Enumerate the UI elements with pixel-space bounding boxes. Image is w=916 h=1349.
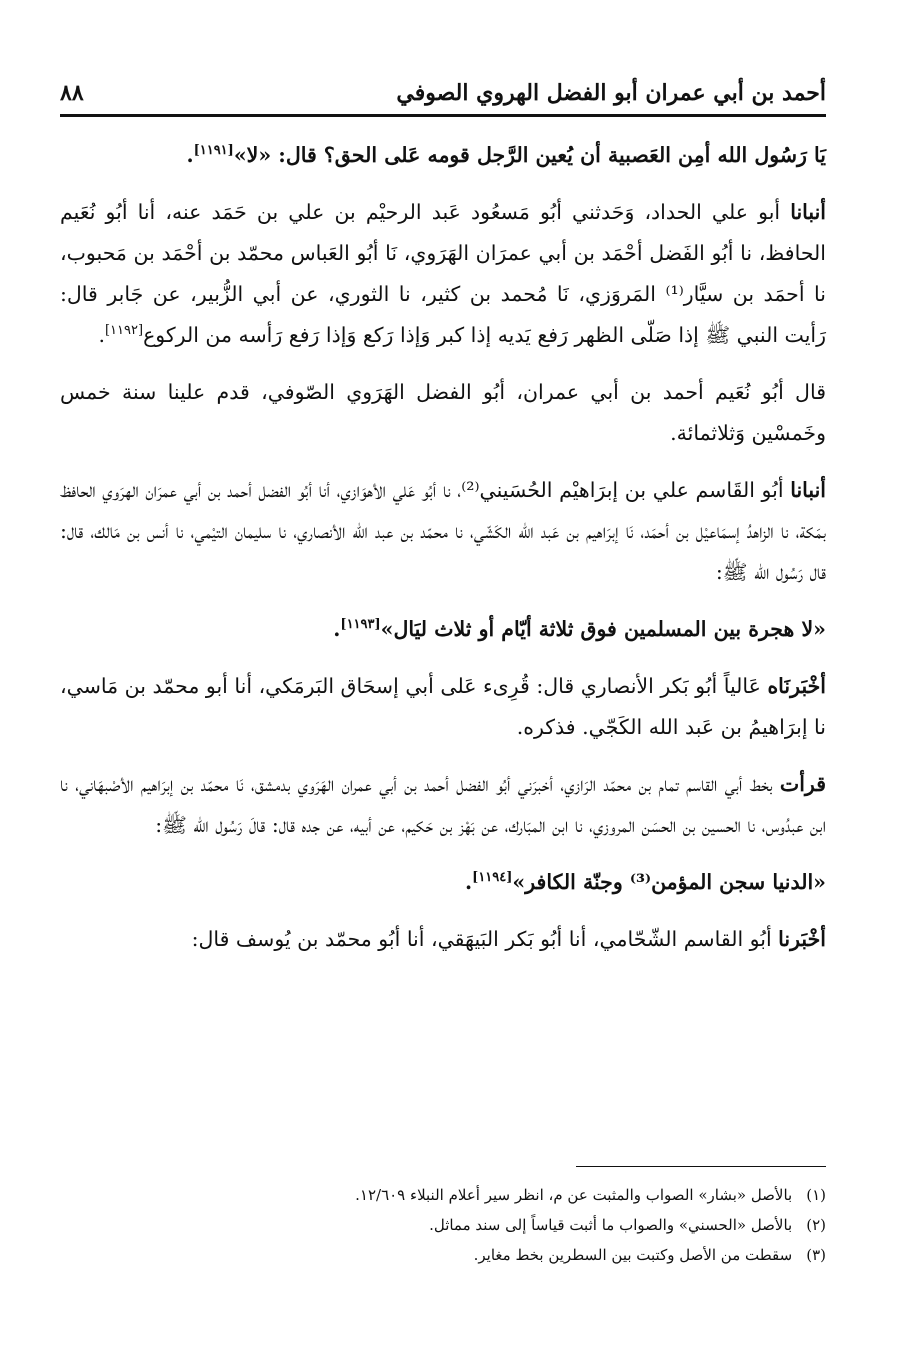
header-rule (60, 114, 826, 117)
paragraph (60, 470, 826, 593)
paragraph-text: قال أبُو نُعَيم أحمد بن أبي عمران، أبُو الفضل الهَرَوي الصّوفي، قدم علينا سنة خمس وخَمسْين وَثلاثمائة. (60, 380, 826, 445)
paragraph-tail: . (333, 617, 341, 641)
paragraph (60, 192, 826, 356)
paragraph-text: عَالياً أبُو بَكر الأنصاري قال: قُرِىء عَلى أبي إسحَاق البَرمَكي، أنا أبو محمّد بن مَاسي، نا إبرَاهيمُ بن عَبد الله الكَجّي. فذكره. (60, 674, 826, 739)
paragraph-text: «الدنيا سجن المؤمن⁽³⁾ وجنّة الكافر» (512, 870, 826, 894)
paragraph-lead: أخْبَرنَاه (767, 674, 826, 698)
footnotes (60, 1180, 826, 1270)
paragraph-lead: أنبانا (790, 478, 826, 502)
book-page (60, 40, 826, 1320)
hadith-ref: [١١٩١] (193, 143, 234, 159)
paragraph (60, 666, 826, 748)
running-title: أحمد بن أبي عمران أبو الفضل الهروي الصوفي (396, 80, 826, 106)
footnote (60, 1210, 826, 1240)
hadith-ref: [١١٩٣] (340, 617, 381, 633)
footnote-text: بالأصل «الحسني» والصواب ما أثبت قياساً إلى سند مماثل. (429, 1216, 793, 1234)
page-header (60, 70, 826, 106)
paragraph (60, 135, 826, 176)
paragraph-text: أبو علي الحداد، وَحَدثني أبُو مَسعُود عَبد الرحيْم بن علي بن حَمَد عنه، أنا أبُو نُعَيم الحافظ، نا أبُو الفَضل أحْمَد بن أبي عمرَان الهَرَوي، نَا أبُو العَباس محمّد بن أحْمَد بن مَحبوب، نا أحمَد بن سيَّار⁽¹⁾ المَروَزي، نَا مُحمد بن كثير، نا الثوري، عن أبي الزُّبير، عن جَابر قال: رَأيت النبي ﷺ إذا صَلّى الظهر رَفع يَديه إذا كبر وَإذا رَكع وَإذا رَفع رَأسه من الركوع (60, 200, 826, 347)
paragraph-tail: . (186, 143, 194, 167)
hadith-ref: [١١٩٢] (104, 323, 144, 339)
paragraph (60, 764, 826, 846)
footnote-text: بالأصل «بشار» الصواب والمثبت عن م، انظر سير أعلام النبلاء ١٢/٦٠٩. (355, 1186, 793, 1204)
page-number: ٨٨ (60, 80, 84, 106)
footnote (60, 1180, 826, 1210)
paragraph-lead: أخْبَرنا (778, 927, 826, 951)
footnote-text: سقطت من الأصل وكتبت بين السطرين بخط مغاير. (473, 1246, 793, 1264)
paragraph-lead: قرأت (779, 772, 826, 796)
paragraph (60, 919, 826, 960)
paragraph-text: أبُو القَاسم علي بن إبرَاهيْم الحُسَيني⁽²⁾، نا أبُو عَلي الأهوَازي، أنا أبُو الفضل أحمد بن أبي عمرَان الهرَوي الحافظ بمَكة، نا الزاهدُ إسمَاعيْل بن أحمَد، نَا إبرَاهيم بن عَبد الله الكَشّي، نا محمّد بن عبد الله الأنصاري، نا سليمان التيْمي، نا أنس بن مَالك، قال: قال رَسُول الله ﷺ: (60, 478, 826, 584)
paragraph-lead: أنبانا (790, 200, 826, 224)
paragraph (60, 372, 826, 454)
footnote-rule (576, 1166, 826, 1167)
paragraph (60, 862, 826, 903)
footnote-number: (٣) (806, 1246, 826, 1264)
paragraph-text: يَا رَسُول الله أمِن العَصبية أن يُعين الرَّجل قومه عَلى الحق؟ قال: «لا» (233, 143, 826, 167)
footnote-number: (٢) (806, 1216, 826, 1234)
hadith-ref: [١١٩٤] (472, 870, 513, 886)
paragraph-tail: . (465, 870, 473, 894)
main-text (60, 135, 826, 976)
paragraph-text: أبُو القاسم الشّحّامي، أنا أبُو بَكر البَيهَقي، أنا أبُو محمّد بن يُوسف قال: (191, 927, 779, 951)
footnote-number: (١) (806, 1186, 826, 1204)
paragraph-text: بخط أبي القاسم تمام بن محمّد الرَازي، أخبرَني أبُو الفضل أحمد بن أبي عمران الهَرَوي بدمشق، نَا محمّد بن إبرَاهيم الأصْبهَاني، نا ابن عبدُوس، نا الحسين بن الحسَن المروزي، نا ابن المبَارك، عن بَهْز بن حَكيم، عن أبيه، عن جده قال: قالَ رَسُول الله ﷺ: (60, 772, 826, 837)
paragraph (60, 609, 826, 650)
footnote (60, 1240, 826, 1270)
paragraph-text: «لا هجرة بين المسلمين فوق ثلاثة أيّام أو ثلاث ليَال» (380, 617, 826, 641)
paragraph-tail: . (98, 323, 105, 347)
